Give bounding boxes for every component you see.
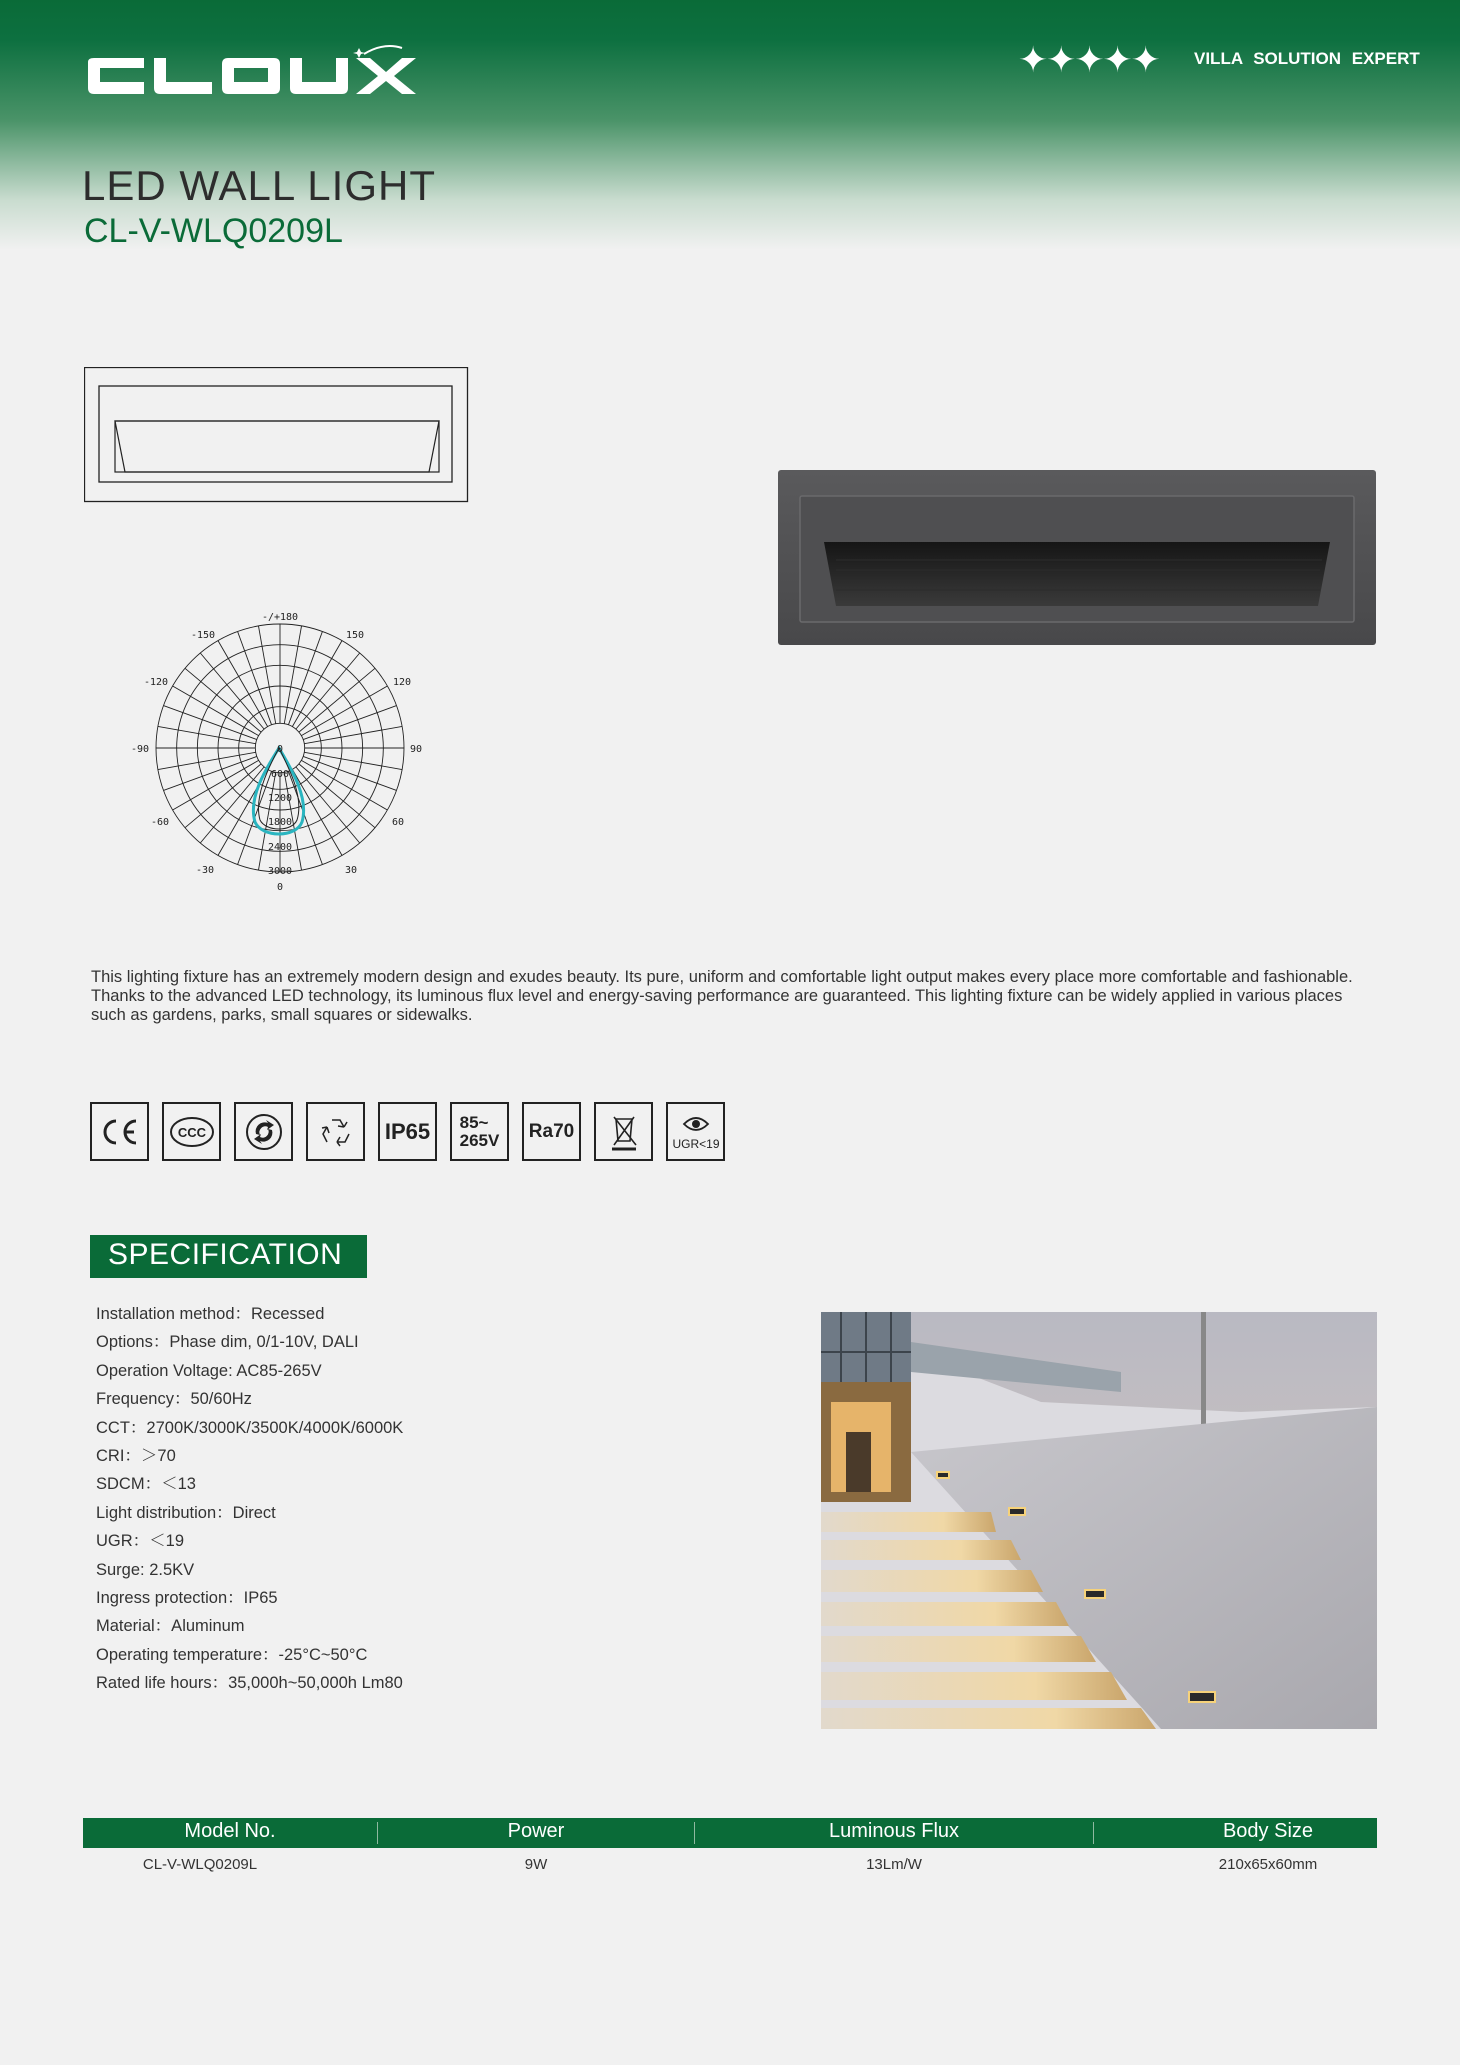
- polar-distribution-diagram: [120, 600, 440, 900]
- certification-icons: [90, 1102, 725, 1161]
- specification-heading: SPECIFICATION: [108, 1238, 343, 1271]
- svg-text:UGR<19: UGR<19: [671, 1136, 720, 1151]
- spec-item: Light distribution：Direct: [96, 1503, 276, 1522]
- angle-label: 0: [276, 882, 284, 893]
- product-model: CL-V-WLQ0209L: [84, 212, 343, 250]
- table-header-model: Model No.: [184, 1820, 276, 1842]
- angle-label: -150: [190, 630, 216, 641]
- voltage-icon: 85~ 265V: [450, 1102, 509, 1161]
- product-title: LED WALL LIGHT: [82, 162, 436, 209]
- angle-label: -30: [195, 865, 215, 876]
- weee-icon: [594, 1102, 653, 1161]
- angle-label: 30: [344, 865, 358, 876]
- angle-label: 120: [392, 677, 412, 688]
- table-cell: CL-V-WLQ0209L: [142, 1856, 258, 1873]
- radial-label: 0: [276, 744, 284, 755]
- angle-label: -90: [130, 744, 150, 755]
- ccc-mark-icon: [162, 1102, 221, 1161]
- spec-item: CRI：＞70: [96, 1446, 176, 1465]
- radial-label: 600: [270, 769, 290, 780]
- specification-list: [96, 1303, 403, 1700]
- application-photo: [821, 1312, 1377, 1729]
- angle-label: -/+180: [261, 612, 299, 623]
- angle-label: 60: [391, 817, 405, 828]
- table-header-size: Body Size: [1222, 1820, 1314, 1842]
- radial-label: 3000: [267, 866, 293, 877]
- table-cell: 13Lm/W: [866, 1856, 922, 1873]
- angle-label: 90: [409, 744, 423, 755]
- ip65-icon: IP65: [378, 1102, 437, 1161]
- radial-label: 1200: [267, 793, 293, 804]
- spec-item: Installation method：Recessed: [96, 1305, 325, 1323]
- table-cell: 210x65x60mm: [1218, 1856, 1318, 1873]
- svg-text:CCC: CCC: [177, 1124, 206, 1140]
- rating-stars: ✦✦✦✦✦: [1018, 40, 1159, 81]
- ugr-icon: [666, 1102, 725, 1161]
- green-dot-icon: [234, 1102, 293, 1161]
- table-cell: 9W: [524, 1856, 548, 1873]
- spec-item: Rated life hours：35,000h~50,000h Lm80: [96, 1674, 403, 1693]
- tagline: VILLA SOLUTION EXPERT: [1194, 49, 1420, 68]
- spec-item: Ingress protection：IP65: [96, 1588, 278, 1607]
- spec-item: Operation Voltage: AC85-265V: [96, 1361, 322, 1380]
- table-header-power: Power: [507, 1820, 565, 1842]
- angle-label: -60: [150, 817, 170, 828]
- spec-item: Material：Aluminum: [96, 1617, 245, 1636]
- product-image: [778, 470, 1378, 648]
- spec-item: CCT：2700K/3000K/3500K/4000K/6000K: [96, 1418, 404, 1437]
- ra70-icon: Ra70: [522, 1102, 581, 1161]
- radial-label: 1800: [267, 817, 293, 828]
- spec-item: Operating temperature：-25°C~50°C: [96, 1645, 368, 1664]
- table-header-flux: Luminous Flux: [828, 1820, 960, 1842]
- spec-item: Options：Phase dim, 0/1-10V, DALI: [96, 1333, 359, 1352]
- spec-item: SDCM：＜13: [96, 1475, 196, 1494]
- recycle-icon: [306, 1102, 365, 1161]
- spec-item: UGR：＜19: [96, 1532, 185, 1551]
- technical-drawing: [84, 367, 470, 503]
- product-description: This lighting fixture has an extremely modern design and exudes beauty. Its pure, uniform and comfortable light output makes every place more comfortable and fashionable. Thanks to the advanced LED technology, its luminous flux level and energy-saving performance are guaranteed. This lighting fixture can be widely applied in various places such as gardens, parks, small squares or sidewalks.: [91, 968, 1353, 1024]
- angle-label: 150: [345, 630, 365, 641]
- spec-item: Frequency：50/60Hz: [96, 1390, 252, 1409]
- radial-label: 2400: [267, 842, 293, 853]
- ce-mark-icon: [90, 1102, 149, 1161]
- spec-item: Surge: 2.5KV: [96, 1560, 195, 1579]
- cloux-logo: [84, 44, 444, 104]
- angle-label: -120: [143, 677, 169, 688]
